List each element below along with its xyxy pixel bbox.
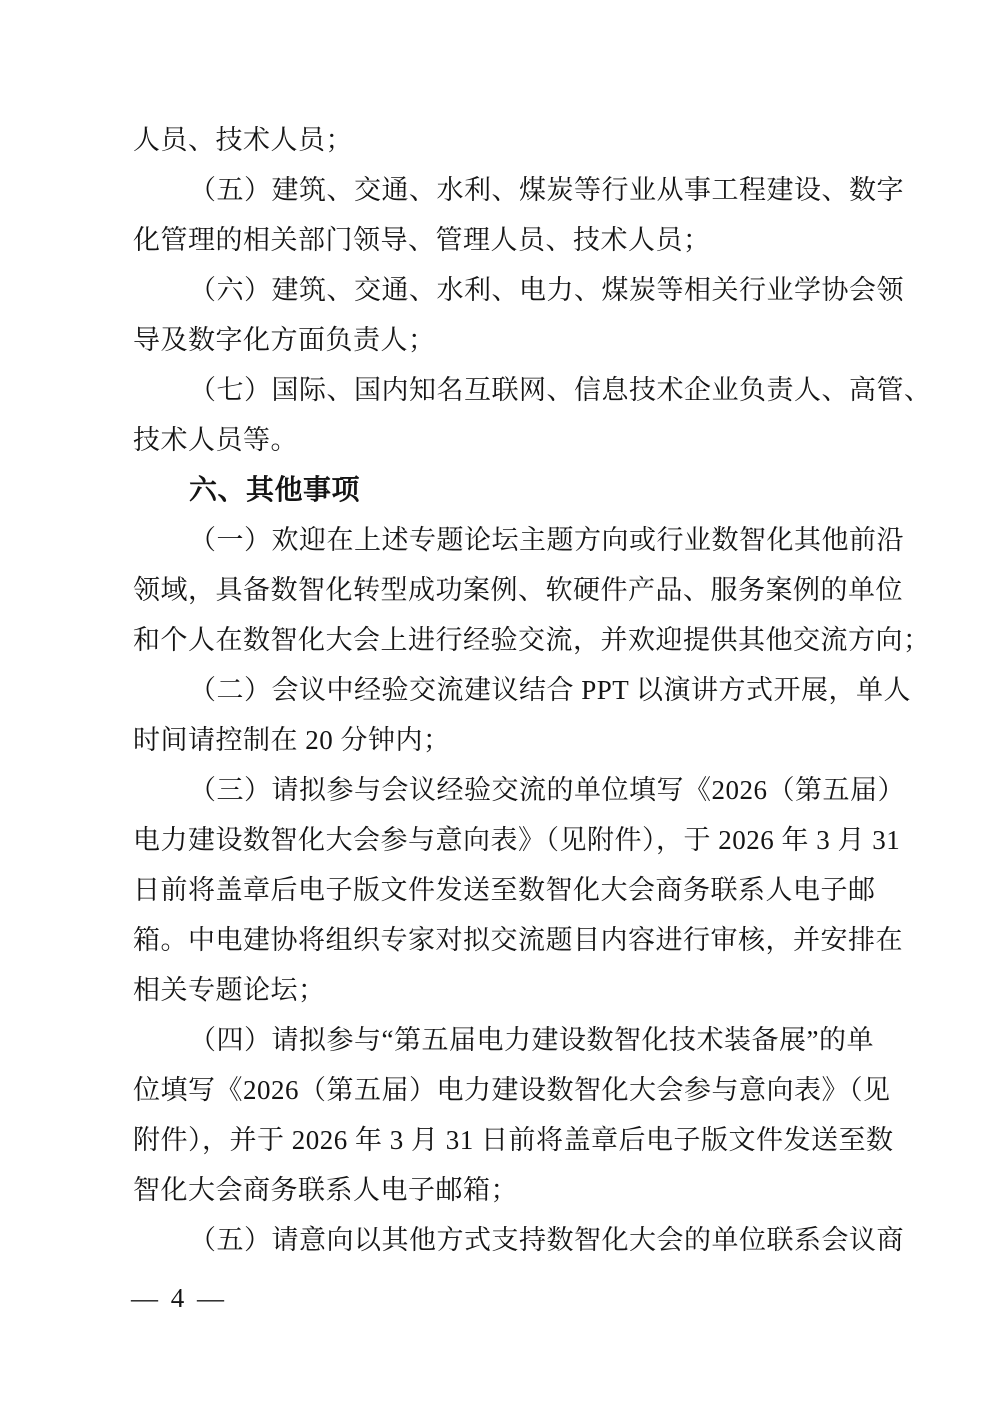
text-line: 电力建设数智化大会参与意向表》（见附件），于 2026 年 3 月 31: [133, 825, 901, 855]
text-line: （七）国际、国内知名互联网、信息技术企业负责人、高管、: [189, 375, 932, 405]
text-line: 智化大会商务联系人电子邮箱；: [133, 1175, 518, 1205]
text-line: 位填写《2026（第五届）电力建设数智化大会参与意向表》（见: [133, 1075, 891, 1105]
text-line: 附件），并于 2026 年 3 月 31 日前将盖章后电子版文件发送至数: [133, 1125, 894, 1155]
text-line: 化管理的相关部门领导、管理人员、技术人员；: [133, 225, 711, 255]
page-number: — 4 —: [131, 1283, 227, 1313]
text-line: 技术人员等。: [133, 425, 298, 455]
text-line: （四）请拟参与“第五届电力建设数智化技术装备展”的单: [189, 1025, 874, 1055]
text-line: （三）请拟参与会议经验交流的单位填写《2026（第五届）: [189, 775, 905, 805]
text-line: 箱。中电建协将组织专家对拟交流题目内容进行审核，并安排在: [133, 925, 903, 955]
text-line: （二）会议中经验交流建议结合 PPT 以演讲方式开展，单人: [189, 675, 912, 705]
text-line: 日前将盖章后电子版文件发送至数智化大会商务联系人电子邮: [133, 875, 876, 905]
text-line: 人员、技术人员；: [133, 125, 353, 155]
document-body: [133, 115, 932, 1265]
text-line: （五）建筑、交通、水利、煤炭等行业从事工程建设、数字: [189, 175, 904, 205]
text-line: （五）请意向以其他方式支持数智化大会的单位联系会议商: [189, 1225, 904, 1255]
text-line: 导及数字化方面负责人；: [133, 325, 436, 355]
text-line: 相关专题论坛；: [133, 975, 326, 1005]
section-heading: 六、其他事项: [189, 474, 361, 505]
text-line: 和个人在数智化大会上进行经验交流，并欢迎提供其他交流方向；: [133, 625, 931, 655]
text-line: （一）欢迎在上述专题论坛主题方向或行业数智化其他前沿: [189, 525, 904, 555]
text-line: （六）建筑、交通、水利、电力、煤炭等相关行业学协会领: [189, 275, 904, 305]
text-line: 领域，具备数智化转型成功案例、软硬件产品、服务案例的单位: [133, 575, 903, 605]
text-line: 时间请控制在 20 分钟内；: [133, 725, 451, 755]
